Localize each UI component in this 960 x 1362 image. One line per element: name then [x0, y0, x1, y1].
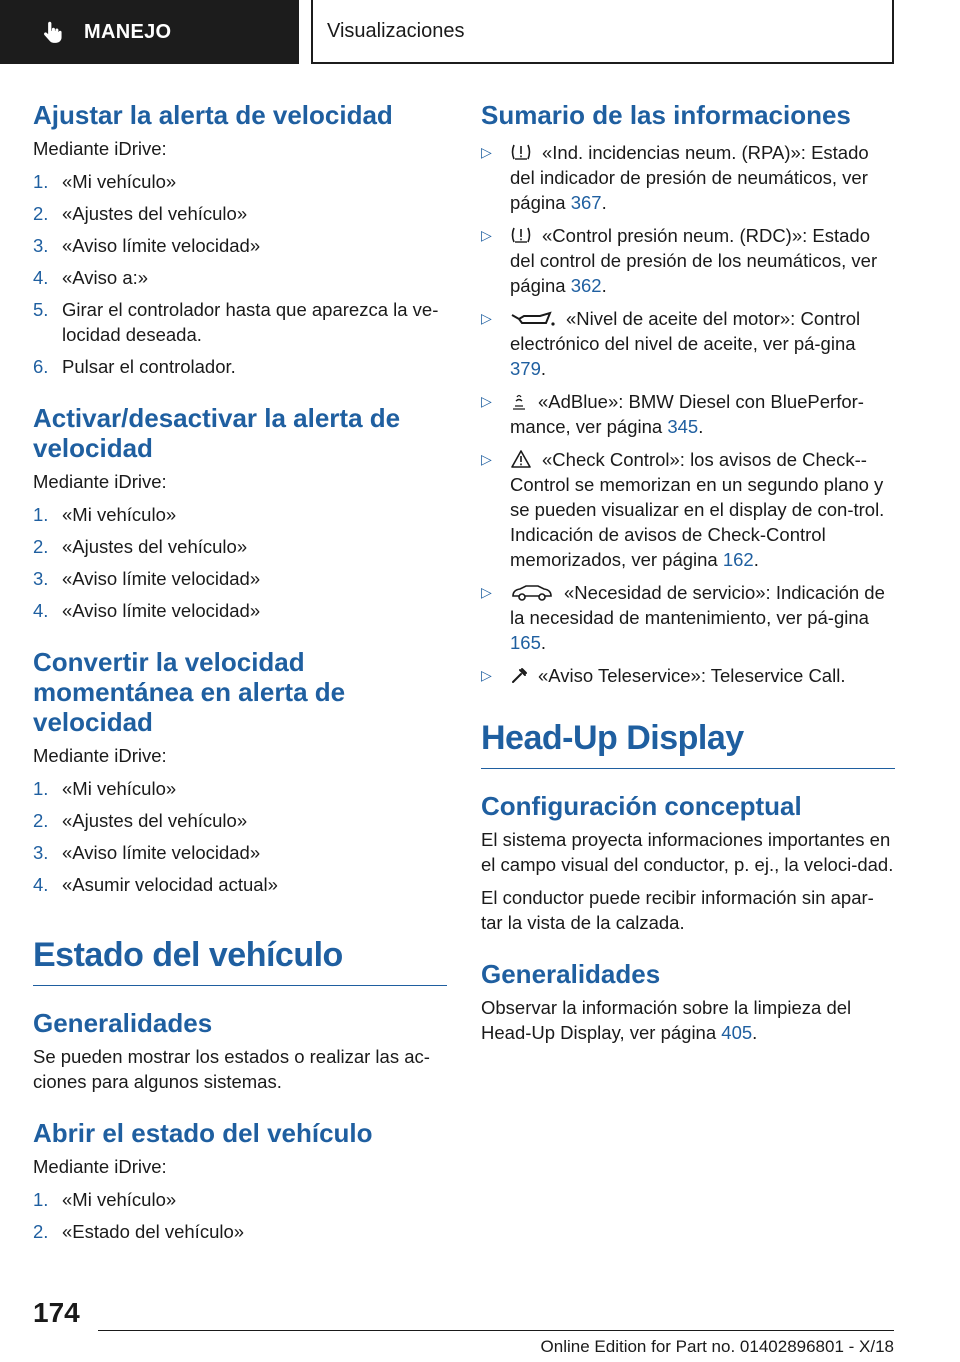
list-item: 3. «Aviso límite velocidad»: [33, 568, 261, 589]
heading-summary: Sumario de las informaciones: [481, 100, 851, 130]
list-item: 2. «Ajustes del vehículo»: [33, 536, 248, 557]
hud-heading-block: [481, 716, 895, 769]
heading-vehicle-status: Estado del vehículo: [33, 936, 343, 974]
page-link[interactable]: 367: [570, 192, 602, 213]
heading-open-status: Abrir el estado del vehículo: [33, 1118, 373, 1148]
section-label: MANEJO: [84, 20, 172, 43]
heading-generalities: Generalidades: [33, 1008, 213, 1038]
warning-triangle-icon: [510, 449, 532, 469]
heading-convert-speed: Convertir la velocidad momentánea en alerta de velocidad: [33, 647, 346, 737]
heading-speed-alert: Ajustar la alerta de velocidad: [33, 100, 393, 130]
heading-head-up-display: Head-Up Display: [481, 719, 744, 757]
list-item: 2. «Ajustes del vehículo»: [33, 810, 248, 831]
tire-pressure-icon: [510, 142, 532, 162]
list-item: 2. «Estado del vehículo»: [33, 1221, 245, 1242]
list-item: 6. Pulsar el controlador.: [33, 356, 236, 377]
chapter-label: Visualizaciones: [327, 19, 465, 42]
list-item: ▷ «AdBlue»: BMW Diesel con BluePerfor-mance, ver página 345.: [481, 391, 864, 437]
list-item: ▷ «Nivel de aceite del motor»: Control electrónico del nivel de aceite, ver pá-gina 379.: [481, 308, 861, 379]
list-item: 4. «Aviso a:»: [33, 267, 149, 288]
chapter-header: [311, 0, 894, 64]
list-item: ▷ «Ind. incidencias neum. (RPA)»: Estado del indicador de presión de neumáticos, ver página 367.: [481, 142, 869, 213]
body-text: Observar la información sobre la limpieza del Head-Up Display, ver página 405.: [481, 997, 852, 1043]
page-link[interactable]: 165: [510, 632, 541, 653]
intro-text: Mediante iDrive:: [33, 1156, 167, 1177]
tire-pressure-icon: [510, 225, 532, 245]
heading-hud-generalities: Generalidades: [481, 959, 661, 989]
body-text: El sistema proyecta informaciones importantes en el campo visual del conductor, p. ej., la veloci-dad.: [481, 829, 894, 875]
list-item: 5. Girar el controlador hasta que aparezca la ve-locidad deseada.: [33, 299, 439, 345]
adblue-icon: [510, 393, 528, 411]
steps-list-3: [33, 776, 447, 897]
left-column: [33, 100, 447, 1268]
list-item: ▷ «Control presión neum. (RDC)»: Estado del control de presión de los neumáticos, ver página 362.: [481, 225, 878, 296]
heading-concept: Configuración conceptual: [481, 791, 802, 821]
intro-text: Mediante iDrive:: [33, 471, 167, 492]
page-link[interactable]: 379: [510, 358, 541, 379]
steps-list-1: [33, 169, 447, 379]
section-tab: [0, 0, 299, 64]
page-link[interactable]: 162: [722, 549, 754, 570]
page-link[interactable]: 405: [721, 1022, 753, 1043]
list-item: 1. «Mi vehículo»: [33, 1189, 177, 1210]
list-item: 4. «Aviso límite velocidad»: [33, 600, 261, 621]
hand-pointer-icon: [40, 19, 66, 45]
intro-text: Mediante iDrive:: [33, 138, 167, 159]
list-item: ▷ «Necesidad de servicio»: Indicación de la necesidad de mantenimiento, ver pá-gina 165.: [481, 582, 885, 653]
page-link[interactable]: 362: [570, 275, 602, 296]
edition-text: Online Edition for Part no. 01402896801 - X/18: [540, 1337, 894, 1356]
service-car-icon: [510, 584, 554, 602]
intro-text: Mediante iDrive:: [33, 745, 167, 766]
list-item: 3. «Aviso límite velocidad»: [33, 235, 261, 256]
list-item: 1. «Mi vehículo»: [33, 504, 177, 525]
steps-list-5: [33, 1187, 447, 1244]
list-item: ▷ «Check Control»: los avisos de Check--Control se memorizan en un segundo plano y se pueden visualizar en el display de con-trol. Indicación de avisos de Check-Control memorizados, ver página 162.: [481, 449, 885, 570]
list-item: ▷ «Aviso Teleservice»: Teleservice Call.: [481, 665, 846, 686]
vehicle-status-heading-block: [33, 933, 447, 986]
oil-can-icon: [510, 310, 556, 328]
heading-toggle-alert: Activar/desactivar la alerta de velocidad: [33, 403, 401, 463]
footer-rule: [98, 1330, 894, 1331]
wrench-icon: [510, 667, 528, 685]
steps-list-2: [33, 502, 447, 623]
list-item: 2. «Ajustes del vehículo»: [33, 203, 248, 224]
list-item: 1. «Mi vehículo»: [33, 171, 177, 192]
body-text: El conductor puede recibir información sin apar-tar la vista de la calzada.: [481, 887, 874, 933]
page-number: 174: [33, 1297, 80, 1328]
summary-list: [481, 140, 895, 688]
list-item: 3. «Aviso límite velocidad»: [33, 842, 261, 863]
right-column: [481, 100, 895, 1053]
body-text: Se pueden mostrar los estados o realizar las ac-ciones para algunos sistemas.: [33, 1046, 430, 1092]
page-link[interactable]: 345: [667, 416, 699, 437]
list-item: 1. «Mi vehículo»: [33, 778, 177, 799]
list-item: 4. «Asumir velocidad actual»: [33, 874, 278, 895]
